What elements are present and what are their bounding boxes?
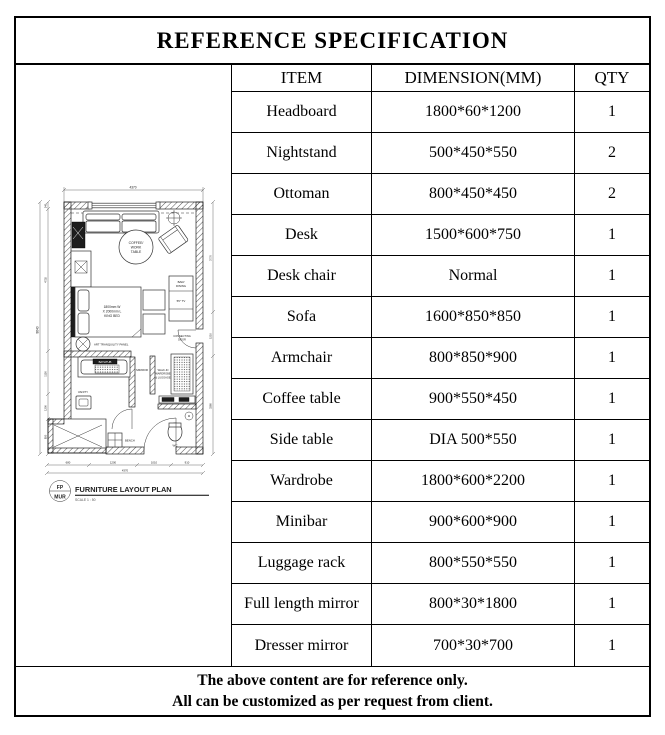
specification-sheet — [14, 16, 651, 717]
dim-top-total: 4370 — [129, 185, 137, 190]
coffee-table-label-1: WORK — [130, 245, 142, 250]
dimension-cell: 700*30*700 — [372, 625, 575, 666]
qty-cell: 1 — [575, 420, 649, 461]
floor-plan-cell — [16, 65, 232, 666]
king-bed-label-2: KING BED — [104, 314, 120, 318]
ceiling-fan-icon — [166, 210, 182, 226]
sofa-symbol — [83, 211, 159, 233]
dim-bottom-seg-2: 1010 — [150, 460, 158, 465]
qty-cell: 1 — [575, 543, 649, 584]
qty-cell: 1 — [575, 215, 649, 256]
bench-label: BENCH — [125, 438, 135, 443]
vanity-symbol — [76, 390, 91, 409]
stamp-code-bottom: MUR — [54, 494, 66, 501]
footer-note — [16, 666, 649, 715]
item-cell: Dresser mirror — [232, 625, 372, 666]
coffee-table-label-0: COFFEE/ — [128, 241, 144, 245]
dimension-cell: 800*550*550 — [372, 543, 575, 584]
mirror-label: MIRROR — [136, 368, 148, 372]
dim-bottom-seg-3: 910 — [184, 460, 190, 465]
dimension-cell: 1800*60*1200 — [372, 92, 575, 133]
dimension-cell: 1500*600*750 — [372, 215, 575, 256]
dim-bottom-total: 4370 — [121, 468, 129, 473]
connecting-door-label-1: DOOR — [178, 338, 186, 342]
dimension-cell: 1600*850*850 — [372, 297, 575, 338]
item-cell: Desk — [232, 215, 372, 256]
king-bed-label-0: 1800mm W — [103, 305, 121, 309]
page-title: REFERENCE SPECIFICATION — [156, 27, 509, 53]
dim-left-seg-3: 1200 — [44, 405, 48, 411]
item-cell: Wardrobe — [232, 461, 372, 502]
plan-title-stamp — [50, 481, 210, 503]
bathroom-door-symbol — [112, 409, 132, 429]
connecting-door-symbol — [173, 330, 196, 348]
qty-cell: 1 — [575, 338, 649, 379]
ottoman-symbols — [143, 290, 165, 334]
stamp-code-top: FP — [56, 485, 64, 491]
qty-cell: 1 — [575, 297, 649, 338]
dim-left-seg-4: 850 — [44, 434, 48, 440]
item-cell: Headboard — [232, 92, 372, 133]
qty-cell: 1 — [575, 92, 649, 133]
dim-left-seg-0: 240 — [44, 203, 48, 209]
item-cell: Side table — [232, 420, 372, 461]
item-cell: Sofa — [232, 297, 372, 338]
vanity-label: VANITY — [77, 390, 89, 394]
item-cell: Ottoman — [232, 174, 372, 215]
dimension-cell: 800*30*1800 — [372, 584, 575, 625]
bar-dining-label-0: BAR/ — [177, 280, 185, 284]
bar-tv-unit-symbol — [169, 276, 193, 321]
walk-in-label-1: WARDROBE — [155, 372, 171, 376]
dimension-cell: DIA 500*550 — [372, 420, 575, 461]
dimension-cell: 900*550*450 — [372, 379, 575, 420]
qty-cell: 1 — [575, 461, 649, 502]
armchair-symbol — [158, 225, 189, 254]
dimension-cell: 800*450*450 — [372, 174, 575, 215]
column-header-item: ITEM — [232, 65, 372, 92]
bench-symbol — [108, 433, 135, 447]
king-bed-symbol — [71, 287, 141, 337]
dim-right-seg-0: 3770 — [209, 255, 213, 261]
coffee-table-label-2: TABLE — [130, 250, 142, 254]
tv-label: 55" TV — [176, 299, 186, 303]
spec-table — [16, 65, 649, 666]
bathtub-symbol — [78, 357, 130, 377]
floor-plan-drawing — [16, 65, 232, 666]
item-cell: Nightstand — [232, 133, 372, 174]
title-bar — [16, 18, 649, 65]
bar-dining-label-1: DINING — [175, 284, 187, 288]
dim-bottom-seg-1: 1200 — [109, 460, 117, 465]
walk-in-wardrobe-symbol — [155, 354, 195, 403]
item-cell: Luggage rack — [232, 543, 372, 584]
plan-scale: SCALE 1 : 50 — [75, 498, 96, 502]
art-panel-symbol — [76, 337, 129, 351]
plan-title: FURNITURE LAYOUT PLAN — [75, 485, 172, 494]
bathtub-label: BATHTUB — [98, 359, 112, 364]
dim-left-total: 8640 — [35, 326, 40, 334]
dim-left-seg-2: 1150 — [44, 371, 48, 377]
coffee-work-table-symbol — [119, 230, 153, 264]
dim-right-seg-1: 1510 — [209, 333, 213, 339]
dimension-cell: Normal — [372, 256, 575, 297]
qty-cell: 1 — [575, 379, 649, 420]
qty-cell: 1 — [575, 256, 649, 297]
dimension-cell: 500*450*550 — [372, 133, 575, 174]
column-header-dimension: DIMENSION(MM) — [372, 65, 575, 92]
item-cell: Armchair — [232, 338, 372, 379]
connecting-door-label-0: CONNECTING — [173, 335, 191, 338]
wc-label: WC — [172, 443, 178, 448]
qty-cell: 2 — [575, 133, 649, 174]
item-cell: Coffee table — [232, 379, 372, 420]
dim-left-seg-1: 4735 — [44, 277, 48, 283]
item-cell: Minibar — [232, 502, 372, 543]
column-header-qty: QTY — [575, 65, 649, 92]
king-bed-label-1: X 2000mm L — [102, 309, 122, 314]
dimension-cell: 800*850*900 — [372, 338, 575, 379]
qty-cell: 1 — [575, 584, 649, 625]
walk-in-label-2: & LUGGAGE — [155, 376, 171, 380]
qty-cell: 2 — [575, 174, 649, 215]
dim-bottom-seg-0: 680 — [65, 460, 71, 465]
item-cell: Full length mirror — [232, 584, 372, 625]
item-cell: Desk chair — [232, 256, 372, 297]
qty-cell: 1 — [575, 502, 649, 543]
dim-right-seg-2: 3360 — [209, 403, 213, 409]
qty-cell: 1 — [575, 625, 649, 666]
footer-line-1: The above content are for reference only. — [197, 672, 468, 689]
wc-symbol — [168, 412, 193, 448]
footer-line-2: All can be customized as per request from client. — [172, 693, 493, 710]
art-panel-label: ART TRANQUILITY PANEL — [94, 342, 129, 347]
dimension-cell: 1800*600*2200 — [372, 461, 575, 502]
dimension-cell: 900*600*900 — [372, 502, 575, 543]
walk-in-label-0: WALK-IN — [157, 369, 169, 372]
